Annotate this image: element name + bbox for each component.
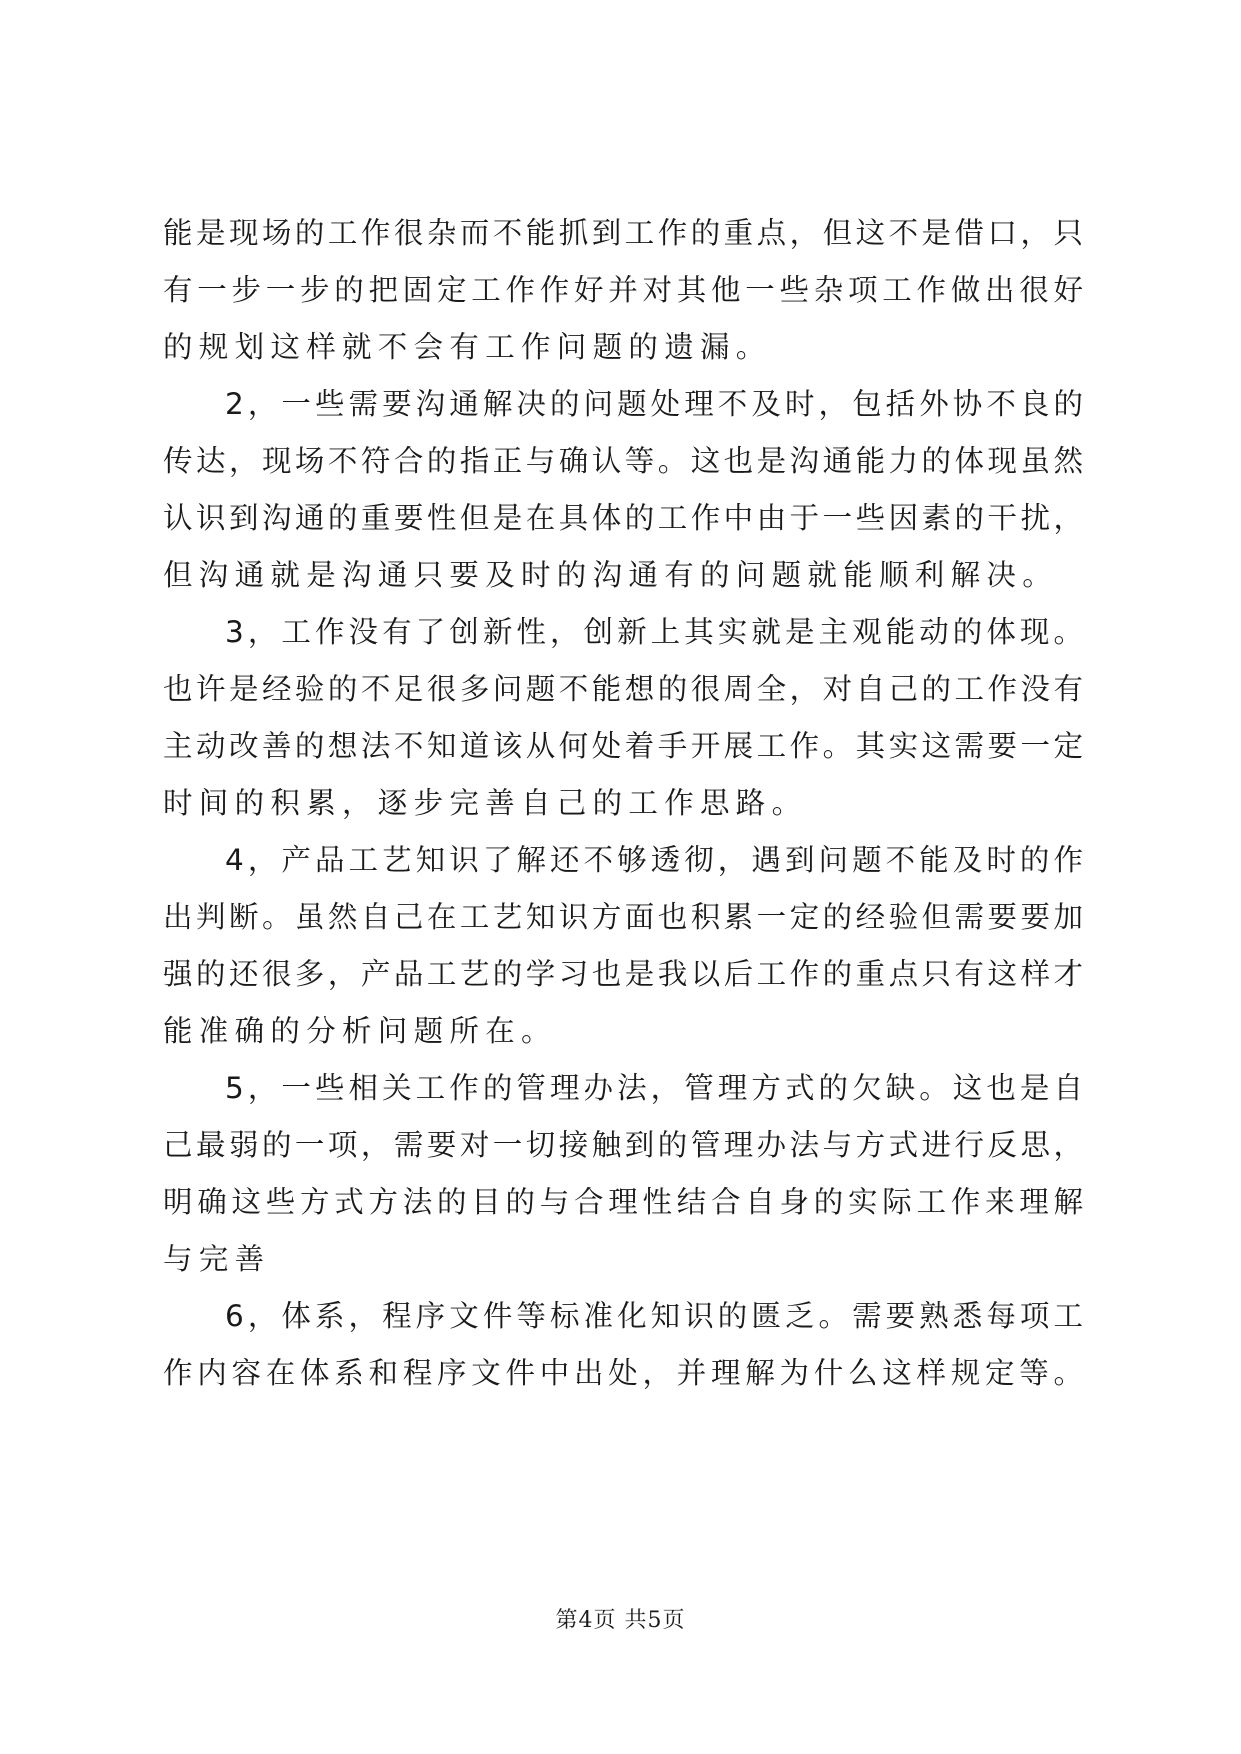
text-line: 但沟通就是沟通只要及时的沟通有的问题就能顺利解决。: [163, 558, 1059, 592]
text-line: 与完善: [163, 1242, 271, 1276]
text-line: 4，产品工艺知识了解还不够透彻，遇到问题不能及时的作: [225, 843, 1083, 877]
text-line: 3，工作没有了创新性，创新上其实就是主观能动的体现。: [225, 615, 1083, 649]
text-line: 2，一些需要沟通解决的问题处理不及时，包括外协不良的: [225, 387, 1083, 421]
text-line: 明确这些方式方法的目的与合理性结合自身的实际工作来理解: [163, 1185, 1083, 1219]
text-line: 能准确的分析问题所在。: [163, 1014, 557, 1048]
text-line: 也许是经验的不足很多问题不能想的很周全，对自己的工作没有: [163, 672, 1083, 706]
text-line: 己最弱的一项，需要对一切接触到的管理办法与方式进行反思，: [163, 1128, 1083, 1162]
text-line: 传达，现场不符合的指正与确认等。这也是沟通能力的体现虽然: [163, 444, 1083, 478]
text-line: 6，体系，程序文件等标准化知识的匮乏。需要熟悉每项工: [225, 1299, 1083, 1333]
text-line: 能是现场的工作很杂而不能抓到工作的重点，但这不是借口，只: [163, 216, 1083, 250]
text-line: 5，一些相关工作的管理办法，管理方式的欠缺。这也是自: [225, 1071, 1083, 1105]
text-line: 时间的积累，逐步完善自己的工作思路。: [163, 786, 808, 820]
page-number: 第4页 共5页: [555, 1608, 686, 1633]
text-line: 的规划这样就不会有工作问题的遗漏。: [163, 330, 772, 364]
text-line: 主动改善的想法不知道该从何处着手开展工作。其实这需要一定: [163, 729, 1083, 763]
text-line: 认识到沟通的重要性但是在具体的工作中由于一些因素的干扰，: [163, 501, 1083, 535]
text-line: 强的还很多，产品工艺的学习也是我以后工作的重点只有这样才: [163, 957, 1083, 991]
text-line: 作内容在体系和程序文件中出处，并理解为什么这样规定等。: [163, 1356, 1083, 1390]
text-line: 有一步一步的把固定工作作好并对其他一些杂项工作做出很好: [163, 273, 1083, 307]
text-line: 出判断。虽然自己在工艺知识方面也积累一定的经验但需要要加: [163, 900, 1083, 934]
